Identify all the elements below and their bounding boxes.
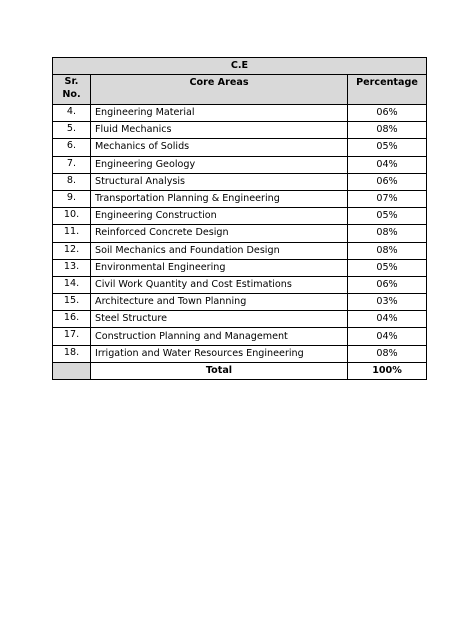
percentage-cell: 04% xyxy=(348,328,427,345)
sr-no-cell: 16. xyxy=(53,311,91,328)
total-label: Total xyxy=(91,362,348,379)
sr-no-header xyxy=(53,75,91,105)
percentage-cell: 03% xyxy=(348,294,427,311)
percentage-cell: 04% xyxy=(348,156,427,173)
sr-no-cell: 4. xyxy=(53,105,91,122)
table-row xyxy=(53,328,427,345)
sr-no-header-line1: Sr. xyxy=(64,76,79,87)
sr-no-cell: 18. xyxy=(53,345,91,362)
sr-no-cell: 9. xyxy=(53,190,91,207)
core-areas-header: Core Areas xyxy=(91,75,348,105)
percentage-cell: 06% xyxy=(348,276,427,293)
core-area-cell: Soil Mechanics and Foundation Design xyxy=(91,242,348,259)
percentage-header: Percentage xyxy=(348,75,427,105)
core-area-cell: Structural Analysis xyxy=(91,173,348,190)
core-area-cell: Reinforced Concrete Design xyxy=(91,225,348,242)
core-areas-table xyxy=(52,57,427,380)
core-area-cell: Engineering Geology xyxy=(91,156,348,173)
table-body xyxy=(53,105,427,380)
percentage-cell: 06% xyxy=(348,105,427,122)
table-row xyxy=(53,345,427,362)
sr-no-cell: 13. xyxy=(53,259,91,276)
percentage-cell: 08% xyxy=(348,122,427,139)
sr-no-cell: 14. xyxy=(53,276,91,293)
table-row xyxy=(53,311,427,328)
table-row xyxy=(53,105,427,122)
core-area-cell: Fluid Mechanics xyxy=(91,122,348,139)
percentage-cell: 04% xyxy=(348,311,427,328)
total-row xyxy=(53,362,427,379)
core-area-cell: Engineering Material xyxy=(91,105,348,122)
table-title-row xyxy=(53,58,427,75)
sr-no-cell: 8. xyxy=(53,173,91,190)
core-area-cell: Steel Structure xyxy=(91,311,348,328)
core-area-cell: Civil Work Quantity and Cost Estimations xyxy=(91,276,348,293)
sr-no-cell: 12. xyxy=(53,242,91,259)
core-area-cell: Environmental Engineering xyxy=(91,259,348,276)
table-row xyxy=(53,122,427,139)
sr-no-cell: 7. xyxy=(53,156,91,173)
percentage-cell: 05% xyxy=(348,208,427,225)
core-area-cell: Architecture and Town Planning xyxy=(91,294,348,311)
percentage-cell: 08% xyxy=(348,345,427,362)
sr-no-cell: 17. xyxy=(53,328,91,345)
core-area-cell: Construction Planning and Management xyxy=(91,328,348,345)
table-row xyxy=(53,156,427,173)
total-percentage: 100% xyxy=(348,362,427,379)
table-row xyxy=(53,276,427,293)
table-title: C.E xyxy=(53,58,427,75)
table-row xyxy=(53,259,427,276)
percentage-cell: 05% xyxy=(348,139,427,156)
percentage-cell: 08% xyxy=(348,242,427,259)
percentage-cell: 07% xyxy=(348,190,427,207)
table-row xyxy=(53,139,427,156)
sr-no-cell: 15. xyxy=(53,294,91,311)
core-area-cell: Mechanics of Solids xyxy=(91,139,348,156)
table-row xyxy=(53,208,427,225)
sr-no-cell: 10. xyxy=(53,208,91,225)
table-row xyxy=(53,225,427,242)
table-row xyxy=(53,190,427,207)
core-area-cell: Irrigation and Water Resources Engineering xyxy=(91,345,348,362)
table-header-row xyxy=(53,75,427,105)
table-row xyxy=(53,242,427,259)
percentage-cell: 06% xyxy=(348,173,427,190)
table-row xyxy=(53,294,427,311)
table-row xyxy=(53,173,427,190)
core-area-cell: Engineering Construction xyxy=(91,208,348,225)
percentage-cell: 05% xyxy=(348,259,427,276)
total-blank-cell xyxy=(53,362,91,379)
sr-no-cell: 5. xyxy=(53,122,91,139)
sr-no-header-line2: No. xyxy=(62,88,81,100)
sr-no-cell: 11. xyxy=(53,225,91,242)
core-area-cell: Transportation Planning & Engineering xyxy=(91,190,348,207)
percentage-cell: 08% xyxy=(348,225,427,242)
sr-no-cell: 6. xyxy=(53,139,91,156)
